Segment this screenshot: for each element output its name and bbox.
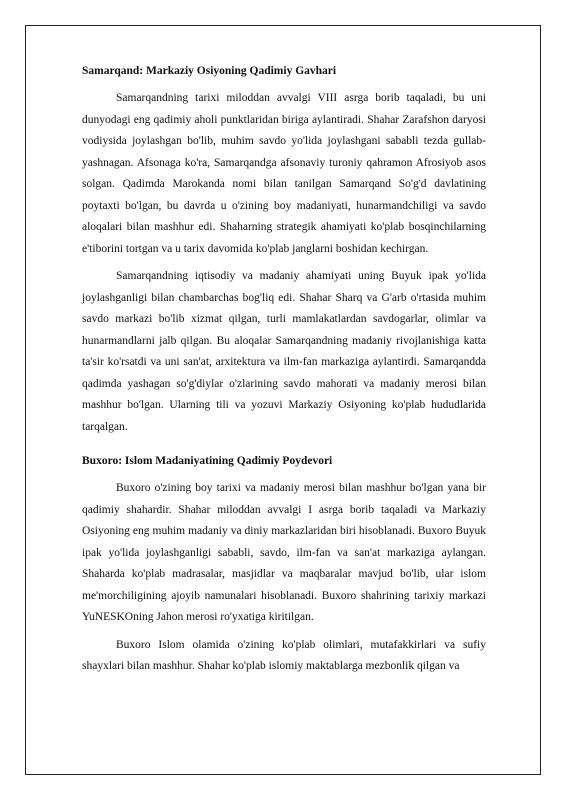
section-heading-buxoro: Buxoro: Islom Madaniyatining Qadimiy Poydevori (82, 455, 333, 467)
document-body (82, 62, 486, 684)
paragraph-buxoro-1: Buxoro o'zining boy tarixi va madaniy merosi bilan mashhur bo'lgan yana bir qadimiy shahardir. Shahar miloddan avvalgi I asrga borib taqaladi va Markaziy Osiyoning eng muhim madaniy va diniy markazlaridan biri hisoblanadi. Buxoro Buyuk ipak yo'lida joylashganligi sababli, savdo, ilm-fan va san'at markaziga aylangan. Shaharda ko'plab madrasalar, masjidlar va maqbaralar mavjud bo'lib, ular islom me'morchiligining ajoyib namunalari hisoblanadi. Buxoro shahrining tarixiy markazi YuNESKOning Jahon merosi ro'yxatiga kiritilgan. (82, 482, 486, 623)
paragraph-samarqand-1: Samarqandning tarixi miloddan avvalgi VIII asrga borib taqaladi, bu uni dunyodagi eng qadimiy aholi punktlaridan biriga aylantiradi. Shahar Zarafshon daryosi vodiysida joylashgan bo'lib, muhim savdo yo'lida joylashgani sababli tezda gullab-yashnagan. Afsonaga ko'ra, Samarqandga afsonaviy turoniy qahramon Afrosiyob asos solgan. Qadimda Marokanda nomi bilan tanilgan Samarqand So'g'd davlatining poytaxti bo'lgan, bu davrda u o'zining boy madaniyati, hunarmandchiligi va savdo aloqalari bilan mashhur edi. Shaharning strategik ahamiyati ko'plab bosqinchilarning e'tiborini tortgan va u tarix davomida ko'plab janglarni boshidan kechirgan. (82, 92, 486, 255)
paragraph-buxoro-2: Buxoro Islom olamida o'zining ko'plab olimlari, mutafakkirlari va sufiy shayxlari bilan mashhur. Shahar ko'plab islomiy maktablarga mezbonlik qilgan va (82, 638, 486, 672)
paragraph-samarqand-2: Samarqandning iqtisodiy va madaniy ahamiyati uning Buyuk ipak yo'lida joylashganligi bilan chambarchas bog'liq edi. Shahar Sharq va G'arb o'rtasida muhim savdo markazi bo'lib xizmat qilgan, turli mamlakatlardan savdogarlar, olimlar va hunarmandlarni jalb qilgan. Bu aloqalar Samarqandning madaniy rivojlanishiga katta ta'sir ko'rsatdi va uni san'at, arxitektura va ilm-fan markaziga aylantirdi. Samarqandda qadimda yashagan so'g'diylar o'zlarining savdo mahorati va madaniy merosi bilan mashhur bo'lgan. Ularning tili va yozuvi Markaziy Osiyoning ko'plab hududlarida tarqalgan. (82, 270, 486, 433)
section-heading-samarqand: Samarqand: Markaziy Osiyoning Qadimiy Gavhari (82, 65, 337, 77)
section-spacer (82, 444, 486, 452)
page-frame (25, 25, 541, 775)
